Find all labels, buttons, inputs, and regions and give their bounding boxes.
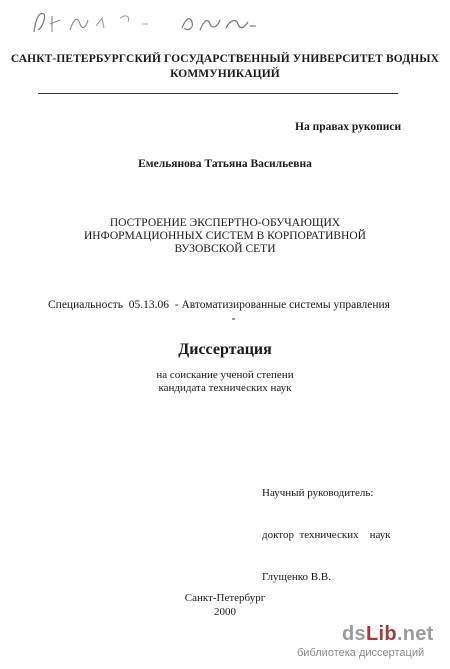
title-line2: ИНФОРМАЦИОННЫХ СИСТЕМ В КОРПОРАТИВНОЙ <box>84 230 366 242</box>
logo-lib: Lib <box>365 623 397 645</box>
advisor-line2: доктор технических наук <box>262 529 391 541</box>
title-line3: ВУЗОВСКОЙ СЕТИ <box>174 243 276 255</box>
degree-description <box>0 369 450 395</box>
author-name: Емельянова Татьяна Васильевна <box>138 158 312 170</box>
logo-net: .net <box>396 623 434 645</box>
university-name-line1: САНКТ-ПЕТЕРБУРГСКИЙ ГОСУДАРСТВЕННЫЙ УНИВЕРСИТЕТ ВОДНЫХ <box>10 53 440 65</box>
degree-line1: на соискание ученой степени <box>156 369 294 381</box>
city: Санкт-Петербург <box>184 592 266 604</box>
scan-speck <box>232 318 235 320</box>
advisor-line3: Глущенко В.В. <box>262 571 331 583</box>
dslib-logo <box>342 623 434 646</box>
university-name-line2: КОММУНИКАЦИЙ <box>170 68 280 80</box>
dissertation-title <box>0 217 450 256</box>
rights-note: На правах рукописи <box>295 121 402 133</box>
logo-ds: ds <box>342 623 366 645</box>
specialty-line: Специальность 05.13.06 - Автоматизированные системы управления <box>48 299 390 311</box>
header-divider <box>38 93 398 94</box>
title-line1: ПОСТРОЕНИЕ ЭКСПЕРТНО-ОБУЧАЮЩИХ <box>109 217 341 229</box>
watermark-caption: библиотека диссертаций <box>297 647 425 659</box>
place-and-year <box>0 591 450 619</box>
degree-line2: кандидата технических наук <box>158 382 292 394</box>
document-type: Диссертация <box>178 341 272 358</box>
advisor-line1: Научный руководитель: <box>262 487 374 499</box>
handwritten-scribble <box>30 6 260 38</box>
year: 2000 <box>214 606 236 618</box>
advisor-block <box>262 458 391 598</box>
university-name <box>0 52 450 82</box>
